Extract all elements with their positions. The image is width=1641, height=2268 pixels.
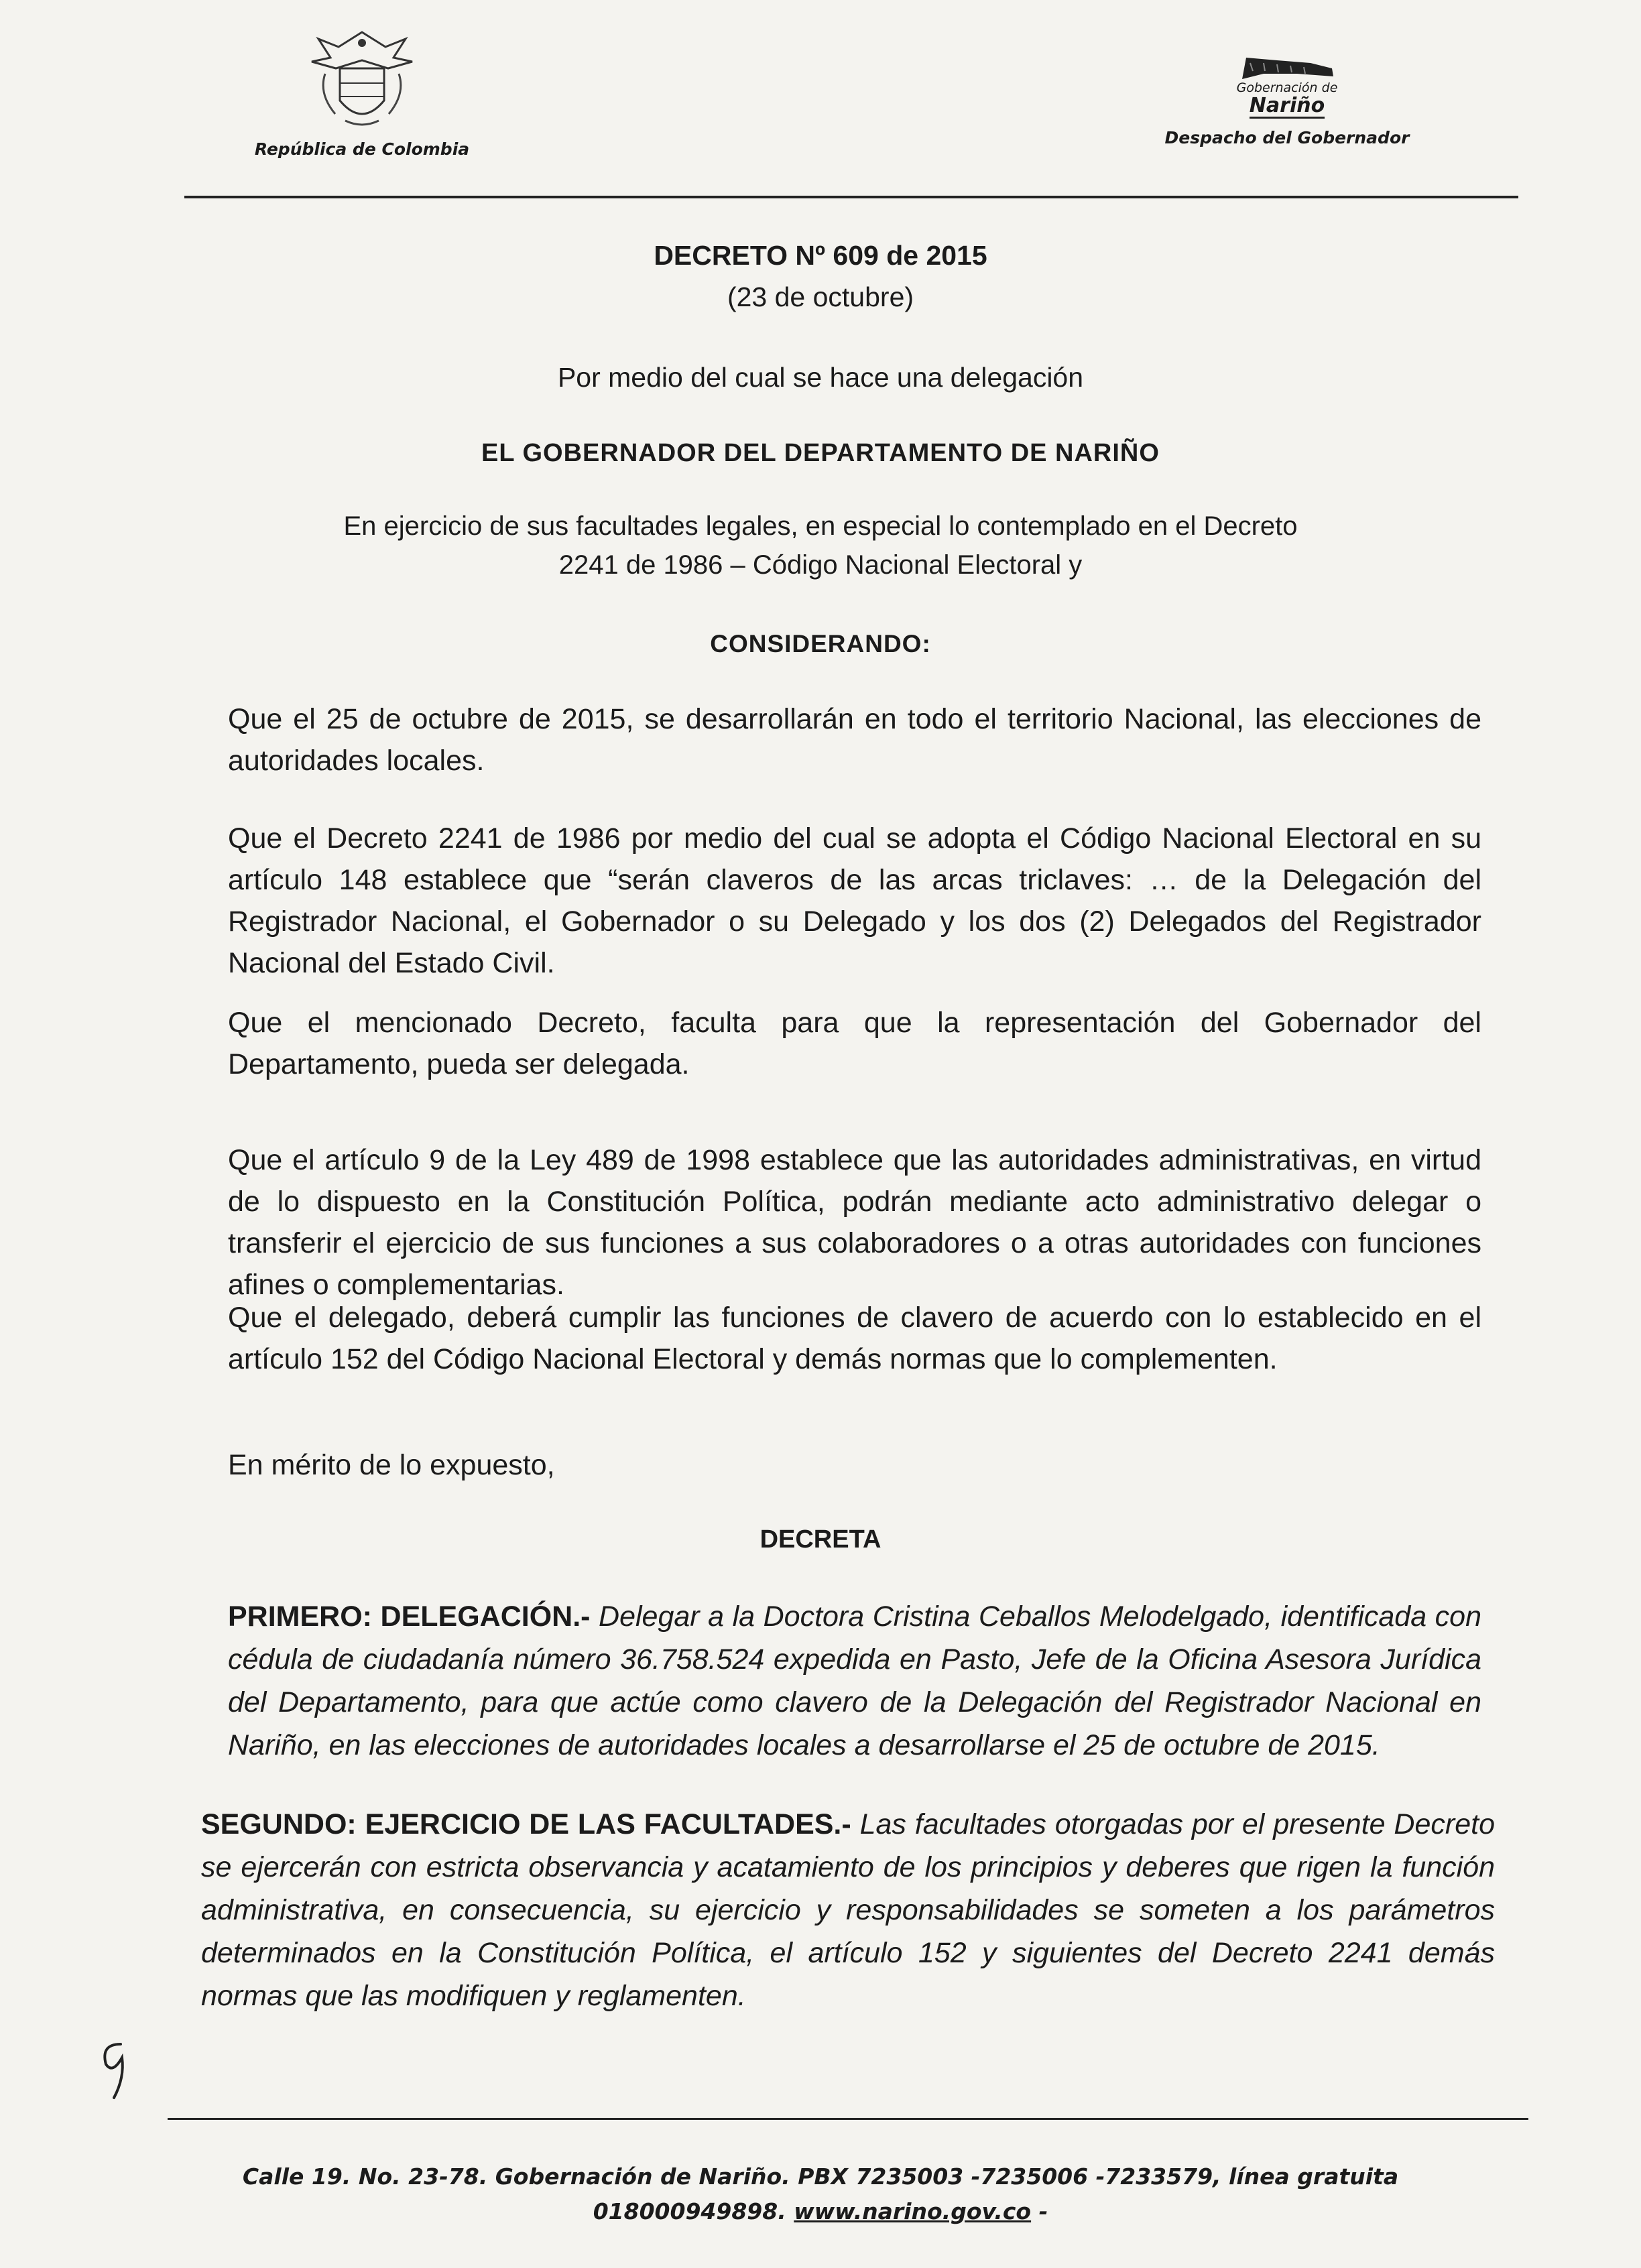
header-divider <box>184 196 1518 198</box>
preamble-line-1: En ejercicio de sus facultades legales, en especial lo contemplado en el Decreto <box>343 511 1298 541</box>
preamble-line-2: 2241 de 1986 – Código Nacional Electoral y <box>558 550 1083 580</box>
gobernacion-small-label: Gobernación de <box>1236 80 1338 95</box>
consideration-paragraph: Que el 25 de octubre de 2015, se desarrollarán en todo el territorio Nacional, las elecciones de autoridades locales. <box>228 703 1481 777</box>
article-label: SEGUNDO: EJERCICIO DE LAS FACULTADES.- <box>201 1808 851 1840</box>
footer-address: Calle 19. No. 23-78. Gobernación de Nariño. PBX 7235003 -7235006 -7233579, línea gratuita <box>242 2163 1399 2190</box>
consideration-paragraph: Que el Decreto 2241 de 1986 por medio del cual se adopta el Código Nacional Electoral en su artículo 148 establece que “serán claveros de las arcas triclaves: … de la Delegación del Registrador Nacional, el Gobernador o su Delegado y los dos (2) Delegados del Registrador Nacional del Estado Civil. <box>228 822 1481 979</box>
narino-logo-icon <box>1237 54 1337 82</box>
consideration-paragraph: Que el artículo 9 de la Ley 489 de 1998 establece que las autoridades administrativas, en virtud de lo dispuesto en la Constitución Política, podrán mediante acto administrativo delegar o transferir el ejercicio de sus funciones a sus colaboradores o a otras autoridades con funciones afines o complementarias. <box>228 1144 1481 1301</box>
decree-number: DECRETO Nº 609 de 2015 <box>654 240 987 271</box>
article-label: PRIMERO: DELEGACIÓN.- <box>228 1600 591 1633</box>
consideration-paragraph: Que el mencionado Decreto, faculta para que la representación del Gobernador del Departamento, pueda ser delegada. <box>228 1007 1481 1080</box>
footer-divider <box>168 2118 1528 2120</box>
narino-logo-label: Nariño <box>1249 94 1325 117</box>
decree-date: (23 de octubre) <box>727 281 914 312</box>
handwritten-mark-icon <box>94 2037 134 2104</box>
considering-heading: CONSIDERANDO: <box>710 630 931 657</box>
article-text: Las facultades otorgadas por el presente Decreto se ejercerán con estricta observancia y acatamiento de los principios y deberes que rigen la función administrativa, en consecuencia, su ejercicio y responsabilidades se someten a los parámetros determinados en la Constitución Política, el artículo 152 y siguientes del Decreto 2241 demás normas que las modifiquen y reglamenten. <box>201 1808 1495 2012</box>
header-right <box>1113 54 1461 147</box>
coat-of-arms-icon <box>298 27 426 134</box>
article-second <box>201 1803 1495 2017</box>
footer <box>0 2159 1641 2229</box>
header-left <box>201 27 523 159</box>
republic-label: República de Colombia <box>254 139 470 159</box>
footer-suffix: - <box>1038 2198 1048 2224</box>
preamble <box>0 507 1641 584</box>
decreta-heading: DECRETA <box>759 1525 882 1554</box>
footer-website-link[interactable]: www.narino.gov.co <box>794 2198 1032 2224</box>
decree-description: Por medio del cual se hace una delegación <box>557 362 1084 393</box>
despacho-label: Despacho del Gobernador <box>1164 127 1410 147</box>
merit-statement: En mérito de lo expuesto, <box>228 1449 555 1481</box>
consideration-paragraph: Que el delegado, deberá cumplir las funciones de clavero de acuerdo con lo establecido en el artículo 152 del Código Nacional Electoral y demás normas que lo complementen. <box>228 1302 1481 1375</box>
article-first <box>228 1595 1481 1767</box>
authority-heading: EL GOBERNADOR DEL DEPARTAMENTO DE NARIÑO <box>481 439 1160 467</box>
footer-phone: 018000949898. <box>593 2198 786 2224</box>
article-text: Delegar a la Doctora Cristina Ceballos Melodelgado, identificada con cédula de ciudadanía número 36.758.524 expedida en Pasto, Jefe de la Oficina Asesora Jurídica del Departamento, para que actúe como clavero de la Delegación del Registrador Nacional en Nariño, en las elecciones de autoridades locales a desarrollarse el 25 de octubre de 2015. <box>228 1600 1481 1761</box>
